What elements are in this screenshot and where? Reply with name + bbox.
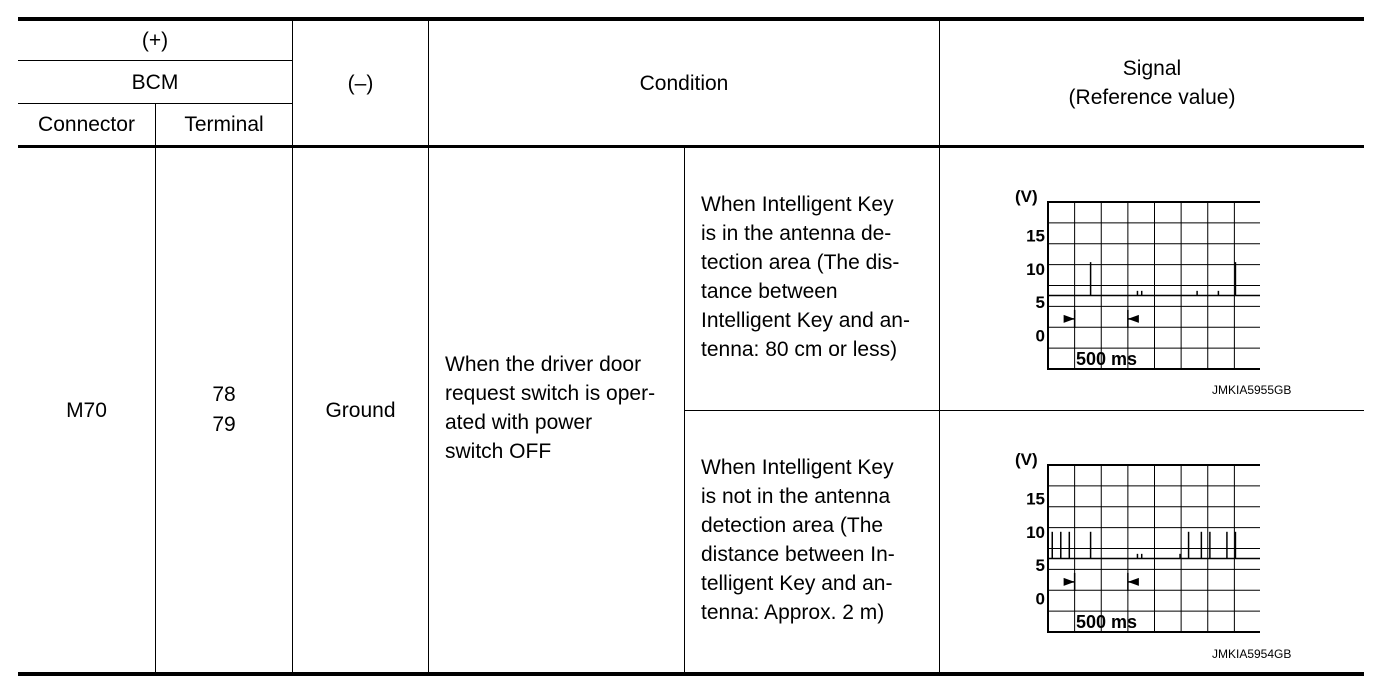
cell-connector: M70 [66,398,107,422]
signal-waveform-1 [1005,185,1260,375]
terminal-79: 79 [212,413,236,436]
condition-case-line: tance between [701,280,838,303]
header-bcm: BCM [131,70,179,94]
timebase-arrowhead [1128,315,1139,323]
cell-condition-case-1 [701,190,937,364]
timebase-label: 500 ms [1075,612,1138,632]
condition-main-line: switch OFF [445,440,552,463]
condition-case-line: telligent Key and an- [701,572,893,595]
unit-label: (V) [1015,450,1038,469]
condition-case-line: tenna: 80 cm or less) [701,338,898,361]
y-tick-label: 10 [1026,259,1045,279]
cell-condition-case-2 [701,453,937,627]
condition-case-line: tection area (The dis- [701,251,900,274]
y-tick-label: 0 [1035,589,1045,609]
figure-id-1: JMKIA5955GB [1212,383,1292,397]
waveform-svg [1005,185,1260,375]
unit-label: (V) [1015,187,1038,206]
header-condition: Condition [639,71,729,95]
condition-main-line: request switch is oper- [445,382,656,405]
header-signal [940,21,1364,145]
y-tick-label: 15 [1026,226,1045,246]
condition-case-line: detection area (The [701,514,884,537]
header-connector: Connector [38,113,135,136]
header-signal-title: Signal [1122,57,1182,80]
condition-main-line: ated with power [445,411,593,434]
y-tick-label: 15 [1026,489,1045,509]
header-minus: (–) [347,71,374,95]
condition-case-line: distance between In- [701,543,895,566]
y-tick-label: 5 [1035,293,1045,313]
cell-terminal [156,148,292,672]
condition-main-line: When the driver door [445,353,642,376]
timebase-arrowhead [1064,315,1075,323]
condition-case-line: When Intelligent Key [701,456,894,479]
y-tick-label: 0 [1035,326,1045,346]
y-tick-label: 10 [1026,522,1045,542]
condition-case-line: is in the antenna de- [701,222,892,245]
timebase-arrowhead [1064,578,1075,586]
header-plus: (+) [141,29,169,52]
timebase-arrowhead [1128,578,1139,586]
condition-case-line: When Intelligent Key [701,193,894,216]
y-tick-label: 5 [1035,556,1045,576]
header-terminal: Terminal [184,113,264,136]
signal-waveform-2 [1005,448,1260,638]
condition-case-line: tenna: Approx. 2 m) [701,601,885,624]
timebase-label: 500 ms [1075,349,1138,369]
col-divider-condition-sub [684,148,685,674]
cell-condition-main [445,350,680,466]
waveform-svg [1005,448,1260,638]
cell-minus: Ground [325,398,396,422]
row-case-divider [684,410,1364,411]
condition-case-line: Intelligent Key and an- [701,309,910,332]
figure-id-2: JMKIA5954GB [1212,647,1292,661]
table-bottom-border [18,672,1364,676]
condition-case-line: is not in the antenna [701,485,891,508]
header-signal-subtitle: (Reference value) [1068,86,1236,109]
terminal-78: 78 [212,383,236,406]
